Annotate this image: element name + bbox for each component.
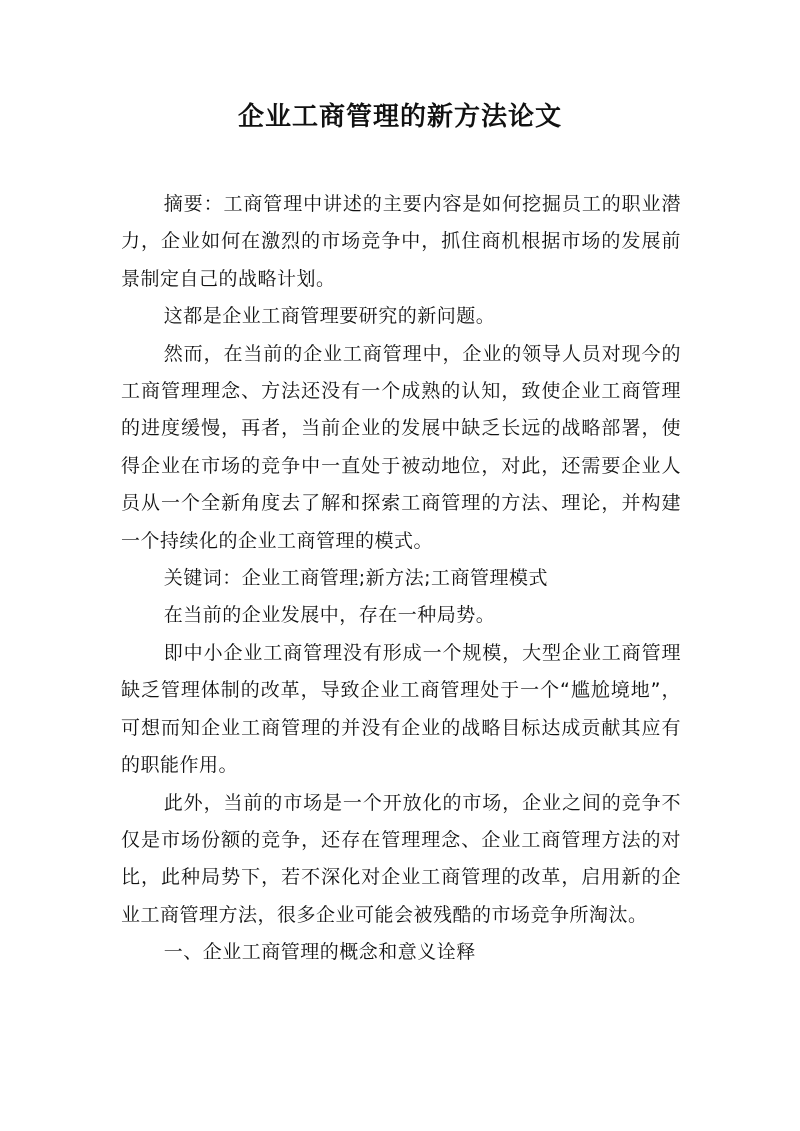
document-body (121, 186, 681, 972)
abstract-paragraph: 摘要：工商管理中讲述的主要内容是如何挖掘员工的职业潜力，企业如何在激烈的市场竞争中，抓住商机根据市场的发展前景制定自己的战略计划。 (121, 193, 681, 290)
body-paragraph: 这都是企业工商管理要研究的新问题。 (163, 305, 496, 328)
body-paragraph: 在当前的企业发展中，存在一种局势。 (163, 604, 496, 627)
document-title: 企业工商管理的新方法论文 (237, 102, 562, 132)
body-paragraph: 此外，当前的市场是一个开放化的市场，企业之间的竞争不仅是市场份额的竞争，还存在管理理念、企业工商管理方法的对比，此种局势下，若不深化对企业工商管理的改革，启用新的企业工商管理方法，很多企业可能会被残酷的市场竞争所淘汰。 (121, 791, 681, 926)
body-paragraph: 即中小企业工商管理没有形成一个规模，大型企业工商管理缺乏管理体制的改革，导致企业工商管理处于一个“尴尬境地”，可想而知企业工商管理的并没有企业的战略目标达成贡献其应有的职能作用。 (121, 641, 681, 777)
body-paragraph: 然而，在当前的企业工商管理中，企业的领导人员对现今的工商管理理念、方法还没有一个成熟的认知，致使企业工商管理的进度缓慢，再者，当前企业的发展中缺乏长远的战略部署，使得企业在市场的竞争中一直处于被动地位，对此，还需要企业人员从一个全新角度去了解和探索工商管理的方法、理论，并构建一个持续化的企业工商管理的模式。 (121, 342, 681, 552)
section-heading: 一、企业工商管理的概念和意义诠释 (163, 941, 476, 964)
keywords-paragraph: 关键词：企业工商管理;新方法;工商管理模式 (163, 567, 549, 590)
